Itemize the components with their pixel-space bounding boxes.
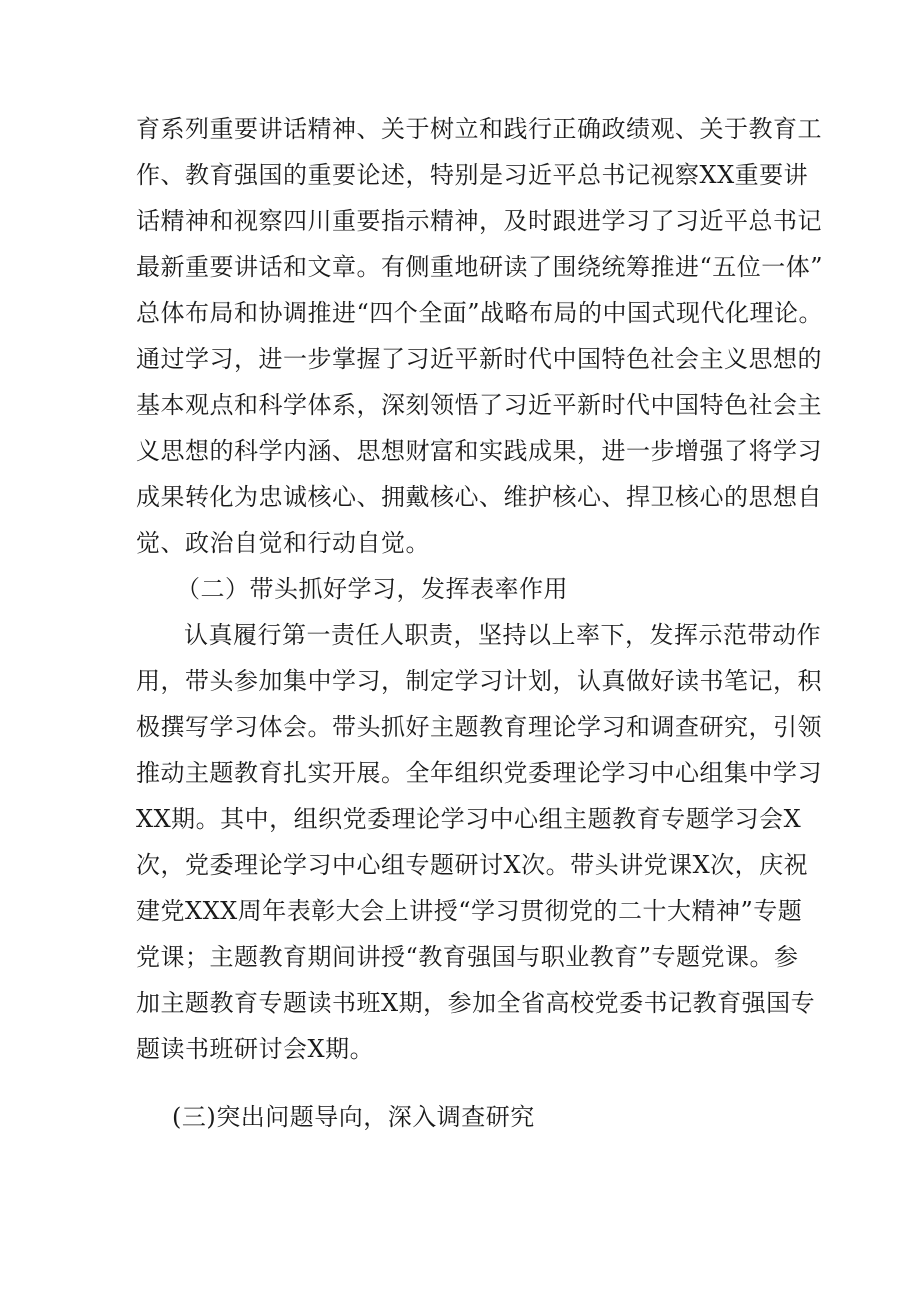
paragraph-line: 最新重要讲话和文章。有侧重地研读了围绕统筹推进“五位一体” [136,253,824,281]
paragraph-line: 极撰写学习体会。带头抓好主题教育理论学习和调查研究，引领 [136,713,822,741]
section-heading-2: （二）带头抓好学习，发挥表率作用 [176,575,568,603]
paragraph-2 [136,612,822,1072]
paragraph-line: 用，带头参加集中学习，制定学习计划，认真做好读书笔记，积 [136,667,822,695]
paragraph-line: 党课；主题教育期间讲授“教育强国与职业教育”专题党课。参 [136,943,799,971]
paragraph-line: 通过学习，进一步掌握了习近平新时代中国特色社会主义思想的 [136,345,822,373]
paragraph-line: 作、教育强国的重要论述，特别是习近平总书记视察XX重要讲 [136,161,809,189]
paragraph-line: 觉、政治自觉和行动自觉。 [136,529,430,557]
paragraph-line: 总体布局和协调推进“四个全面”战略布局的中国式现代化理论。 [136,299,824,327]
paragraph-line: 推动主题教育扎实开展。全年组织党委理论学习中心组集中学习 [136,759,822,787]
paragraph-line: 题读书班研讨会X期。 [136,1035,375,1063]
document-body [136,106,824,1140]
paragraph-line: 育系列重要讲话精神、关于树立和践行正确政绩观、关于教育工 [136,115,822,143]
paragraph-line: 加主题教育专题读书班X期，参加全省高校党委书记教育强国专 [136,989,816,1017]
spacer [136,1072,796,1094]
paragraph-line: 话精神和视察四川重要指示精神，及时跟进学习了习近平总书记 [136,207,822,235]
paragraph-line: XX期。其中，组织党委理论学习中心组主题教育专题学习会X [136,805,802,833]
paragraph-line: 成果转化为忠诚核心、拥戴核心、维护核心、捍卫核心的思想自 [136,483,822,511]
paragraph-line: 建党XXX周年表彰大会上讲授“学习贯彻党的二十大精神”专题 [136,897,803,925]
paragraph-line: 次，党委理论学习中心组专题研讨X次。带头讲党课X次，庆祝 [136,851,809,879]
paragraph-line: 基本观点和科学体系，深刻领悟了习近平新时代中国特色社会主 [136,391,822,419]
paragraph-1 [136,106,824,566]
paragraph-line: 认真履行第一责任人职责，坚持以上率下，发挥示范带动作 [184,621,821,649]
section-heading-3: (三)突出问题导向，深入调查研究 [172,1103,535,1131]
paragraph-line: 义思想的科学内涵、思想财富和实践成果，进一步增强了将学习 [136,437,822,465]
